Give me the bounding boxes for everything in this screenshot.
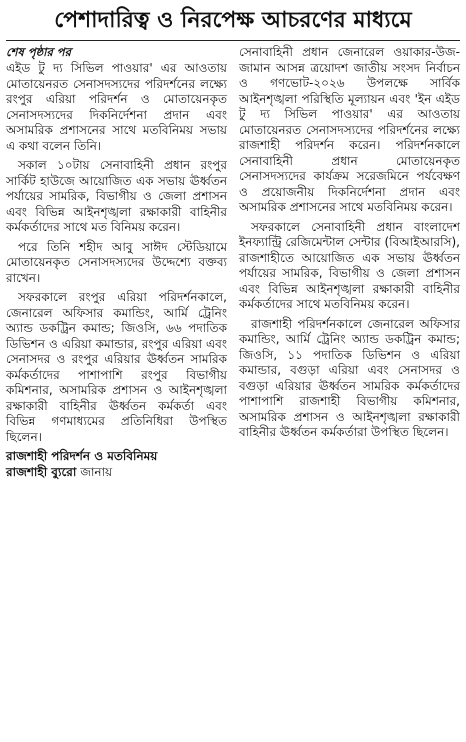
paragraph: সেনাবাহিনী প্রধান জেনারেল ওয়াকার-উজ-জামান আসন্ন ত্রয়োদশ জাতীয় সংসদ নির্বাচন ও গণভোট-২০২৬ উপলক্ষে সার্বিক আইনশৃঙ্খলা পরিস্থিতি মূল্যায়ন এবং 'ইন এইড টু দ্য সিভিল পাওয়ার' এর আওতায় মোতায়েনরত সেনাসদস্যদের পরিদর্শনের লক্ষ্যে রাজশাহী পরিদর্শন করেন। পরিদর্শনকালে সেনাবাহিনী প্রধান মোতায়েনকৃত সেনাসদস্যদের কার্যক্রম সরেজমিনে পর্যবেক্ষণ ও প্রয়োজনীয় দিকনির্দেশনা প্রদান এবং অসামরিক প্রশাসনের সাথে মতবিনিময় করেন। xyxy=(239,45,460,214)
paragraph: সকাল ১০টায় সেনাবাহিনী প্রধান রংপুর সার্কিট হাউজে আয়োজিত এক সভায় ঊর্ধ্বতন পর্যায়ের সামরিক, বিভাগীয় ও জেলা প্রশাসন এবং বিভিন্ন আইনশৃঙ্খলা রক্ষাকারী বাহিনীর কর্মকর্তাদের সাথে মত বিনিময় করেন। xyxy=(6,158,227,234)
paragraph: পরে তিনি শহীদ আবু সাঈদ স্টেডিয়ামে মোতায়েনকৃত সেনাসদস্যদের উদ্দেশ্যে বক্তব্য রাখেন। xyxy=(6,239,227,285)
article-columns xyxy=(6,45,460,480)
byline-bureau: রাজশাহী ব্যুরো xyxy=(6,464,77,479)
paragraph: সফরকালে রংপুর এরিয়া পরিদর্শনকালে, জেনারেল অফিসার কমান্ডিং, আর্মি ট্রেনিং অ্যান্ড ডকট্রিন কমান্ড; জিওসি, ৬৬ পদাতিক ডিভিশন ও এরিয়া কমান্ডার, রংপুর এরিয়া এবং সেনাসদর ও রংপুর এরিয়ার ঊর্ধ্বতন সামরিক কর্মকর্তাদের পাশাপাশি রংপুর বিভাগীয় কমিশনার, অসামরিক প্রশাসন ও আইনশৃঙ্খলা রক্ষাকারী বাহিনীর ঊর্ধ্বতন কর্মকর্তা এবং বিভিন্ন গণমাধ্যমের প্রতিনিধিরা উপস্থিত ছিলেন। xyxy=(6,290,227,444)
paragraph: সফরকালে সেনাবাহিনী প্রধান বাংলাদেশ ইনফ্যান্ট্রি রেজিমেন্টাল সেন্টার (বিআইআরসি), রাজশাহীতে আয়োজিত এক সভায় ঊর্ধ্বতন পর্যায়ের সামরিক, বিভাগীয় ও জেলা প্রশাসন এবং বিভিন্ন আইনশৃঙ্খলা রক্ষাকারী বাহিনীর কর্মকর্তাদের সাথে মতবিনিময় করেন। xyxy=(239,219,460,311)
left-column xyxy=(6,45,227,480)
paragraph: এইড টু দ্য সিভিল পাওয়ার' এর আওতায় মোতায়েনরত সেনাসদস্যদের পরিদর্শনের লক্ষ্যে রংপুর এরিয়া পরিদর্শন ও মোতায়েনকৃত সেনাসদস্যদের দিকনির্দেশনা প্রদান এবং অসামরিক প্রশাসনের সাথে মতবিনিময় সভায় এ কথা বলেন তিনি। xyxy=(6,61,227,153)
right-column xyxy=(239,45,460,480)
headline-rule xyxy=(6,40,460,41)
paragraph: রাজশাহী পরিদর্শনকালে জেনারেল অফিসার কমান্ডিং, আর্মি ট্রেনিং অ্যান্ড ডকট্রিন কমান্ড; জিওসি, ১১ পদাতিক ডিভিশন ও এরিয়া কমান্ডার, বগুড়া এরিয়া এবং সেনাসদর ও বগুড়া এরিয়ার ঊর্ধ্বতন সামরিক কর্মকর্তাদের পাশাপাশি রাজশাহী বিভাগীয় কমিশনার, অসামরিক প্রশাসন ও আইনশৃঙ্খলা রক্ষাকারী বাহিনীর ঊর্ধ্বতন কর্মকর্তারা উপস্থিত ছিলেন। xyxy=(239,316,460,439)
byline xyxy=(6,465,227,481)
byline-rest: জানায় xyxy=(80,464,113,479)
headline: পেশাদারিত্ব ও নিরপেক্ষ আচরণের মাধ্যমে xyxy=(54,8,412,33)
section-subhead: রাজশাহী পরিদর্শন ও মতবিনিময় xyxy=(6,449,158,463)
jump-label: শেষ পৃষ্ঠার পর xyxy=(6,45,71,59)
